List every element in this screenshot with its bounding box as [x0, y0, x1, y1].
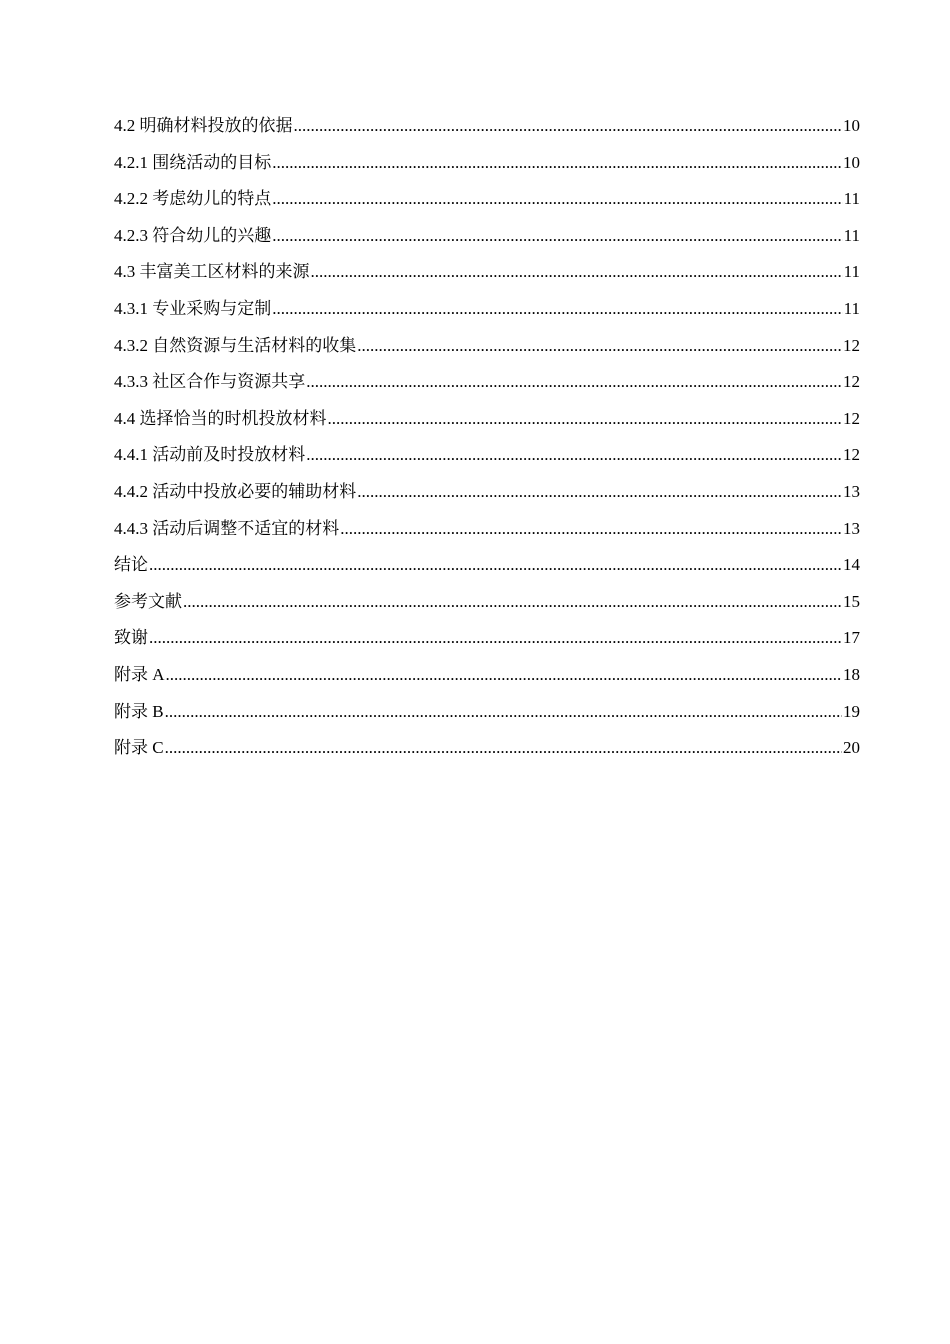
toc-entry-page: 18 — [843, 664, 860, 684]
toc-leader-dots — [166, 662, 842, 688]
toc-leader-dots — [272, 186, 842, 212]
toc-entry-page: 13 — [843, 518, 860, 538]
toc-entry[interactable] — [114, 333, 860, 370]
toc-entry-title: 4.3 丰富美工区材料的来源 — [114, 262, 310, 282]
toc-leader-dots — [311, 259, 843, 285]
toc-entry-page: 11 — [843, 262, 860, 282]
toc-leader-dots — [149, 625, 842, 651]
toc-leader-dots — [272, 150, 842, 176]
toc-entry-title: 4.4.2 活动中投放必要的辅助材料 — [114, 481, 357, 501]
toc-entry-title: 4.2.2 考虑幼儿的特点 — [114, 189, 272, 209]
toc-entry-page: 12 — [843, 372, 860, 392]
toc-entry-title: 4.3.3 社区合作与资源共享 — [114, 372, 306, 392]
toc-entry-page: 20 — [843, 738, 860, 758]
toc-leader-dots — [306, 369, 842, 395]
toc-entry[interactable] — [114, 699, 860, 736]
toc-leader-dots — [328, 406, 843, 432]
toc-entry-page: 12 — [843, 335, 860, 355]
toc-entry[interactable] — [114, 150, 860, 187]
toc-entry-page: 10 — [843, 116, 860, 135]
toc-leader-dots — [306, 442, 842, 468]
toc-entry[interactable] — [114, 223, 860, 260]
toc-entry[interactable] — [114, 625, 860, 662]
toc-entry-title: 4.3.2 自然资源与生活材料的收集 — [114, 335, 357, 355]
toc-entry-title: 附录 A — [114, 664, 165, 684]
toc-entry-page: 12 — [843, 445, 860, 465]
toc-entry[interactable] — [114, 516, 860, 553]
toc-entry[interactable] — [114, 406, 860, 443]
toc-entry-page: 13 — [843, 481, 860, 501]
toc-entry-page: 15 — [843, 591, 860, 611]
toc-entry-page: 19 — [843, 701, 860, 721]
toc-entry-title: 结论 — [114, 555, 148, 575]
toc-entry[interactable] — [114, 479, 860, 516]
toc-entry-title: 附录 C — [114, 738, 164, 758]
toc-entry[interactable] — [114, 186, 860, 223]
toc-leader-dots — [357, 333, 842, 359]
toc-entry-page: 10 — [843, 152, 860, 172]
toc-entry-title: 4.2.3 符合幼儿的兴趣 — [114, 225, 272, 245]
toc-entry-title: 4.2 明确材料投放的依据 — [114, 116, 293, 135]
toc-entry-page: 14 — [843, 555, 860, 575]
toc-entry-title: 4.4 选择恰当的时机投放材料 — [114, 408, 327, 428]
toc-entry-title: 4.2.1 围绕活动的目标 — [114, 152, 272, 172]
toc-leader-dots — [340, 516, 842, 542]
toc-entry-title: 致谢 — [114, 628, 148, 648]
toc-entry-title: 4.3.1 专业采购与定制 — [114, 298, 272, 318]
toc-entry-page: 11 — [843, 189, 860, 209]
toc-leader-dots — [272, 296, 842, 322]
toc-entry[interactable] — [114, 589, 860, 626]
toc-leader-dots — [149, 552, 842, 578]
toc-leader-dots — [272, 223, 842, 249]
toc-leader-dots — [165, 699, 842, 725]
toc-entry[interactable] — [114, 259, 860, 296]
table-of-contents — [114, 113, 860, 772]
toc-entry-title: 4.4.3 活动后调整不适宜的材料 — [114, 518, 340, 538]
toc-leader-dots — [165, 735, 842, 761]
toc-entry[interactable] — [114, 552, 860, 589]
toc-leader-dots — [294, 113, 843, 139]
toc-entry-page: 11 — [843, 225, 860, 245]
toc-leader-dots — [183, 589, 842, 615]
toc-entry-title: 4.4.1 活动前及时投放材料 — [114, 445, 306, 465]
toc-leader-dots — [357, 479, 842, 505]
toc-entry[interactable] — [114, 735, 860, 772]
toc-entry-title: 附录 B — [114, 701, 164, 721]
toc-entry-title: 参考文献 — [114, 591, 182, 611]
toc-entry[interactable] — [114, 296, 860, 333]
toc-entry-page: 17 — [843, 628, 860, 648]
toc-entry[interactable] — [114, 113, 860, 150]
toc-entry[interactable] — [114, 369, 860, 406]
toc-entry-page: 12 — [843, 408, 860, 428]
toc-entry[interactable] — [114, 662, 860, 699]
toc-entry[interactable] — [114, 442, 860, 479]
toc-entry-page: 11 — [843, 298, 860, 318]
